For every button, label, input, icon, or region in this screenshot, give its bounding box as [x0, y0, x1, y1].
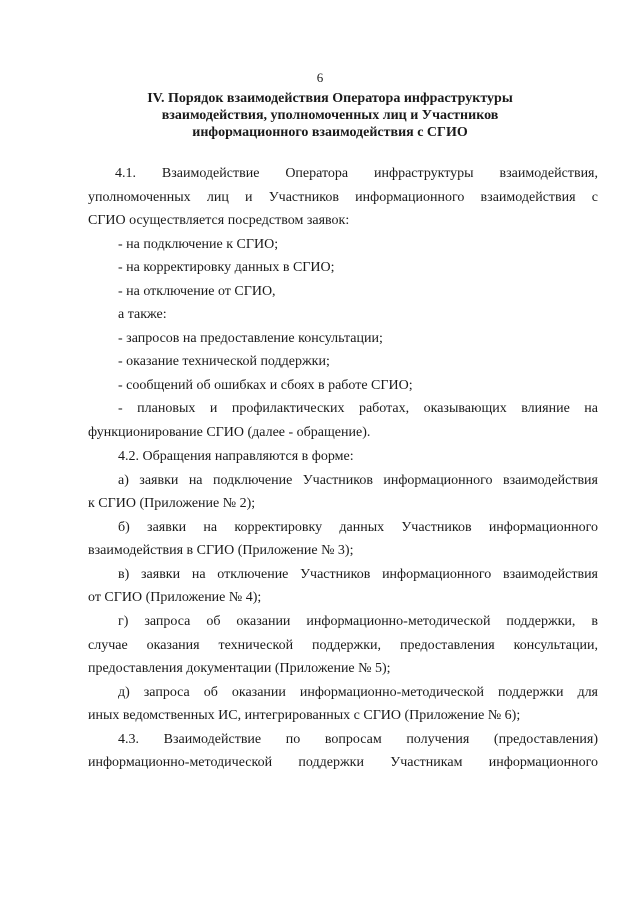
list-item: - запросов на предоставление консультации; [118, 331, 383, 346]
body-line: СГИО осуществляется посредством заявок: [88, 213, 350, 228]
list-item: - на корректировку данных в СГИО; [118, 260, 335, 275]
page-number: 6 [316, 70, 324, 85]
list-item: а) заявки на подключение Участников информационного взаимодействия [118, 473, 598, 488]
list-item: - оказание технической поддержки; [118, 354, 330, 369]
body-line: информационно-методической поддержки Участникам информационного [88, 755, 598, 770]
body-line: взаимодействия в СГИО (Приложение № 3); [88, 543, 354, 558]
body-line: иных ведомственных ИС, интегрированных с СГИО (Приложение № 6); [88, 708, 521, 723]
body-line: от СГИО (Приложение № 4); [88, 590, 262, 605]
list-item: - на отключение от СГИО, [118, 284, 276, 299]
body-line: случае оказания технической поддержки, предоставления консультации, [88, 638, 598, 653]
list-item: - плановых и профилактических работах, оказывающих влияние на [118, 401, 598, 416]
body-line: уполномоченных лиц и Участников информационного взаимодействия с [88, 190, 598, 205]
body-line: 4.3. Взаимодействие по вопросам получения (предоставления) [118, 732, 598, 747]
body-line: 4.1. Взаимодействие Оператора инфраструктуры взаимодействия, [115, 166, 598, 181]
list-item: - сообщений об ошибках и сбоях в работе СГИО; [118, 378, 413, 393]
section-heading [110, 90, 550, 141]
body-line: предоставления документации (Приложение № 5); [88, 661, 391, 676]
heading-line-3: информационного взаимодействия с СГИО [192, 125, 468, 140]
body-line: а также: [118, 307, 167, 322]
list-item: б) заявки на корректировку данных Участников информационного [118, 520, 598, 535]
heading-line-1: IV. Порядок взаимодействия Оператора инфраструктуры [147, 91, 513, 106]
body-line: 4.2. Обращения направляются в форме: [118, 449, 354, 464]
body-line: функционирование СГИО (далее - обращение). [88, 425, 371, 440]
list-item: г) запроса об оказании информационно-методической поддержки, в [118, 614, 598, 629]
body-line: к СГИО (Приложение № 2); [88, 496, 256, 511]
list-item: д) запроса об оказании информационно-методической поддержки для [118, 685, 598, 700]
heading-line-2: взаимодействия, уполномоченных лиц и Участников [161, 108, 499, 123]
list-item: - на подключение к СГИО; [118, 237, 279, 252]
list-item: в) заявки на отключение Участников информационного взаимодействия [118, 567, 598, 582]
